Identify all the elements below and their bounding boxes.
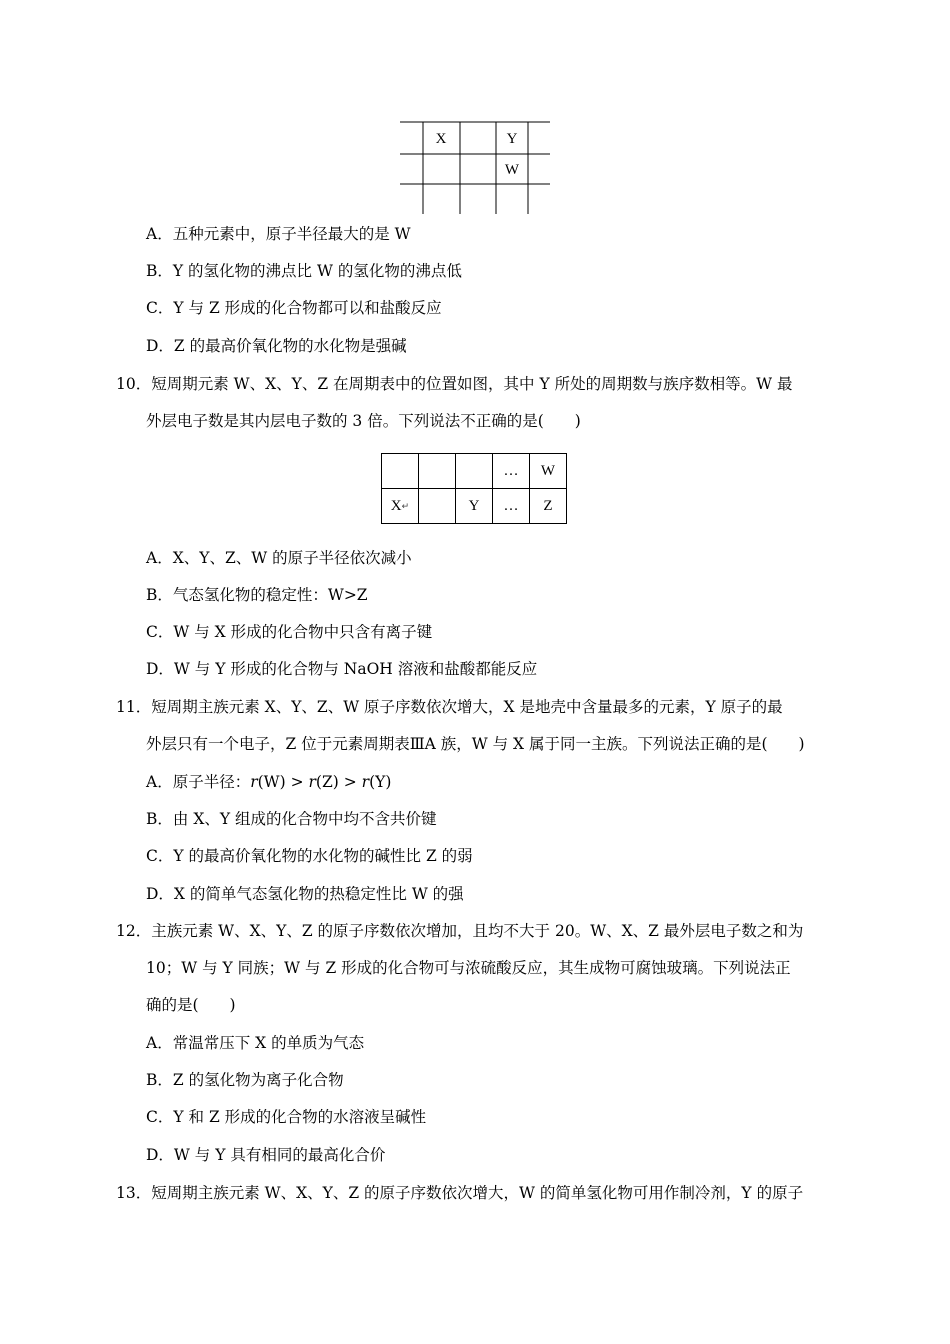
grid-cell-x: X — [435, 131, 447, 147]
q11-line2: 外层只有一个电子，Z 位于元素周期表ⅢA 族，W 与 X 属于同一主族。下列说法正确的是( ) — [146, 735, 805, 753]
radius-w: (W) > — [257, 773, 309, 791]
q10-number: 10． — [116, 375, 152, 393]
q9-option-c: C．Y 与 Z 形成的化合物都可以和盐酸反应 — [146, 299, 442, 317]
table-cell-x: X — [390, 497, 402, 514]
q9-option-d: D．Z 的最高价氧化物的水化物是强碱 — [146, 337, 407, 355]
q10-line2: 外层电子数是其内层电子数的 3 倍。下列说法不正确的是( ) — [146, 412, 581, 430]
radius-symbol: r — [361, 773, 370, 791]
q11-option-d: D．X 的简单气态氢化物的热稳定性比 W 的强 — [146, 885, 464, 903]
radius-y: (Y) — [369, 773, 392, 791]
table-cell — [419, 489, 456, 524]
q10-option-c: C．W 与 X 形成的化合物中只含有离子键 — [146, 623, 433, 641]
radius-symbol: r — [308, 773, 316, 791]
q9-option-a: A．五种元素中，原子半径最大的是 W — [146, 225, 411, 243]
q10-option-b: B．气态氢化物的稳定性：W>Z — [146, 586, 368, 604]
q11-number: 11． — [116, 698, 152, 716]
radius-symbol: r — [250, 773, 258, 791]
q10-line1: 短周期元素 W、X、Y、Z 在周期表中的位置如图，其中 Y 所处的周期数与族序数相等。W 最 — [151, 375, 793, 393]
q13-stem — [116, 1183, 803, 1203]
radius-z: (Z) > — [315, 773, 362, 791]
q12-option-a: A．常温常压下 X 的单质为气态 — [146, 1034, 365, 1052]
q12-stem — [116, 921, 803, 941]
q11-option-a — [146, 772, 391, 792]
q11-stem — [116, 697, 783, 717]
q13-line1: 短周期主族元素 W、X、Y、Z 的原子序数依次增大，W 的简单氢化物可用作制冷剂，Y 的原子 — [151, 1184, 804, 1202]
q13-number: 13． — [116, 1184, 152, 1202]
q12-option-b: B．Z 的氢化物为离子化合物 — [146, 1071, 344, 1089]
q12-line2: 10；W 与 Y 同族；W 与 Z 形成的化合物可与浓硫酸反应，其生成物可腐蚀玻璃。下列说法正 — [146, 959, 791, 977]
table-cell — [419, 454, 456, 489]
periodic-table-q10 — [381, 453, 567, 524]
q10-stem — [116, 374, 793, 394]
q12-option-c: C．Y 和 Z 形成的化合物的水溶液呈碱性 — [146, 1108, 427, 1126]
q12-option-d: D．W 与 Y 具有相同的最高化合价 — [146, 1146, 386, 1164]
table-row — [382, 454, 567, 489]
table-cell: … — [493, 454, 530, 489]
table-row — [382, 489, 567, 524]
grid-cell-y: Y — [506, 131, 518, 147]
table-cell: Z — [530, 489, 567, 524]
q10-option-d: D．W 与 Y 形成的化合物与 NaOH 溶液和盐酸都能反应 — [146, 660, 538, 678]
table-cell: Y — [456, 489, 493, 524]
q11-option-c: C．Y 的最高价氧化物的水化物的碱性比 Z 的弱 — [146, 847, 473, 865]
grid-cell-w: W — [504, 162, 520, 178]
q11-line1: 短周期主族元素 X、Y、Z、W 原子序数依次增大，X 是地壳中含量最多的元素，Y 原子的最 — [151, 698, 783, 716]
q11-option-a-prefix: A．原子半径： — [146, 773, 251, 791]
q11-option-b: B．由 X、Y 组成的化合物中均不含共价键 — [146, 810, 437, 828]
table-cell — [456, 454, 493, 489]
q9-option-b: B．Y 的氢化物的沸点比 W 的氢化物的沸点低 — [146, 262, 462, 280]
table-cell: W — [530, 454, 567, 489]
q12-line3: 确的是( ) — [146, 996, 236, 1014]
q10-option-a: A．X、Y、Z、W 的原子半径依次减小 — [146, 549, 412, 567]
q12-number: 12． — [116, 922, 152, 940]
table-cell — [382, 454, 419, 489]
table-cell — [382, 489, 419, 524]
return-mark: ↵ — [401, 500, 410, 511]
table-cell: … — [493, 489, 530, 524]
q12-line1: 主族元素 W、X、Y、Z 的原子序数依次增加，且均不大于 20。W、X、Z 最外层电子数之和为 — [151, 922, 804, 940]
